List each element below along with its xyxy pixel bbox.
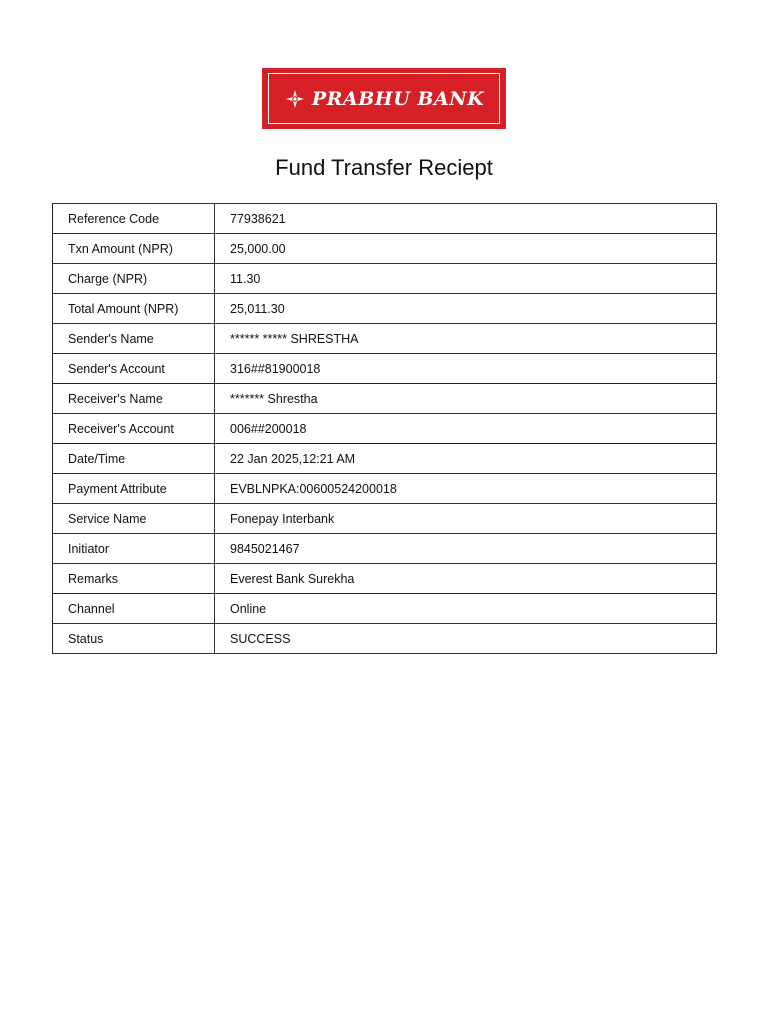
row-value: 11.30 (215, 264, 717, 294)
row-value: 006##200018 (215, 414, 717, 444)
row-label: Service Name (53, 504, 215, 534)
row-label: Status (53, 624, 215, 654)
table-row (53, 204, 717, 234)
row-value: SUCCESS (215, 624, 717, 654)
page-title: Fund Transfer Reciept (275, 155, 493, 180)
row-label: Receiver's Account (53, 414, 215, 444)
table-row (53, 264, 717, 294)
row-value: Fonepay Interbank (215, 504, 717, 534)
table-row (53, 294, 717, 324)
table-row (53, 234, 717, 264)
bank-logo-frame (268, 73, 500, 124)
bank-name: PRABHU BANK (311, 87, 485, 110)
row-value: 316##81900018 (215, 354, 717, 384)
row-label: Receiver's Name (53, 384, 215, 414)
row-label: Initiator (53, 534, 215, 564)
table-row (53, 414, 717, 444)
row-value: 25,011.30 (215, 294, 717, 324)
row-value: 22 Jan 2025,12:21 AM (215, 444, 717, 474)
table-row (53, 444, 717, 474)
bank-logo (262, 68, 506, 129)
table-row (53, 474, 717, 504)
row-label: Date/Time (53, 444, 215, 474)
bank-emblem-icon (284, 88, 306, 110)
row-value: 9845021467 (215, 534, 717, 564)
row-label: Payment Attribute (53, 474, 215, 504)
table-row (53, 564, 717, 594)
table-row (53, 624, 717, 654)
row-value: ****** ***** SHRESTHA (215, 324, 717, 354)
table-row (53, 534, 717, 564)
row-value: ******* Shrestha (215, 384, 717, 414)
receipt-table (52, 203, 717, 654)
row-label: Total Amount (NPR) (53, 294, 215, 324)
row-value: Online (215, 594, 717, 624)
table-row (53, 324, 717, 354)
table-row (53, 354, 717, 384)
row-value: 77938621 (215, 204, 717, 234)
row-label: Remarks (53, 564, 215, 594)
row-label: Sender's Name (53, 324, 215, 354)
row-label: Sender's Account (53, 354, 215, 384)
row-label: Reference Code (53, 204, 215, 234)
table-row (53, 504, 717, 534)
row-label: Txn Amount (NPR) (53, 234, 215, 264)
table-row (53, 384, 717, 414)
row-value: 25,000.00 (215, 234, 717, 264)
row-value: Everest Bank Surekha (215, 564, 717, 594)
row-label: Charge (NPR) (53, 264, 215, 294)
row-value: EVBLNPKA:00600524200018 (215, 474, 717, 504)
table-row (53, 594, 717, 624)
row-label: Channel (53, 594, 215, 624)
